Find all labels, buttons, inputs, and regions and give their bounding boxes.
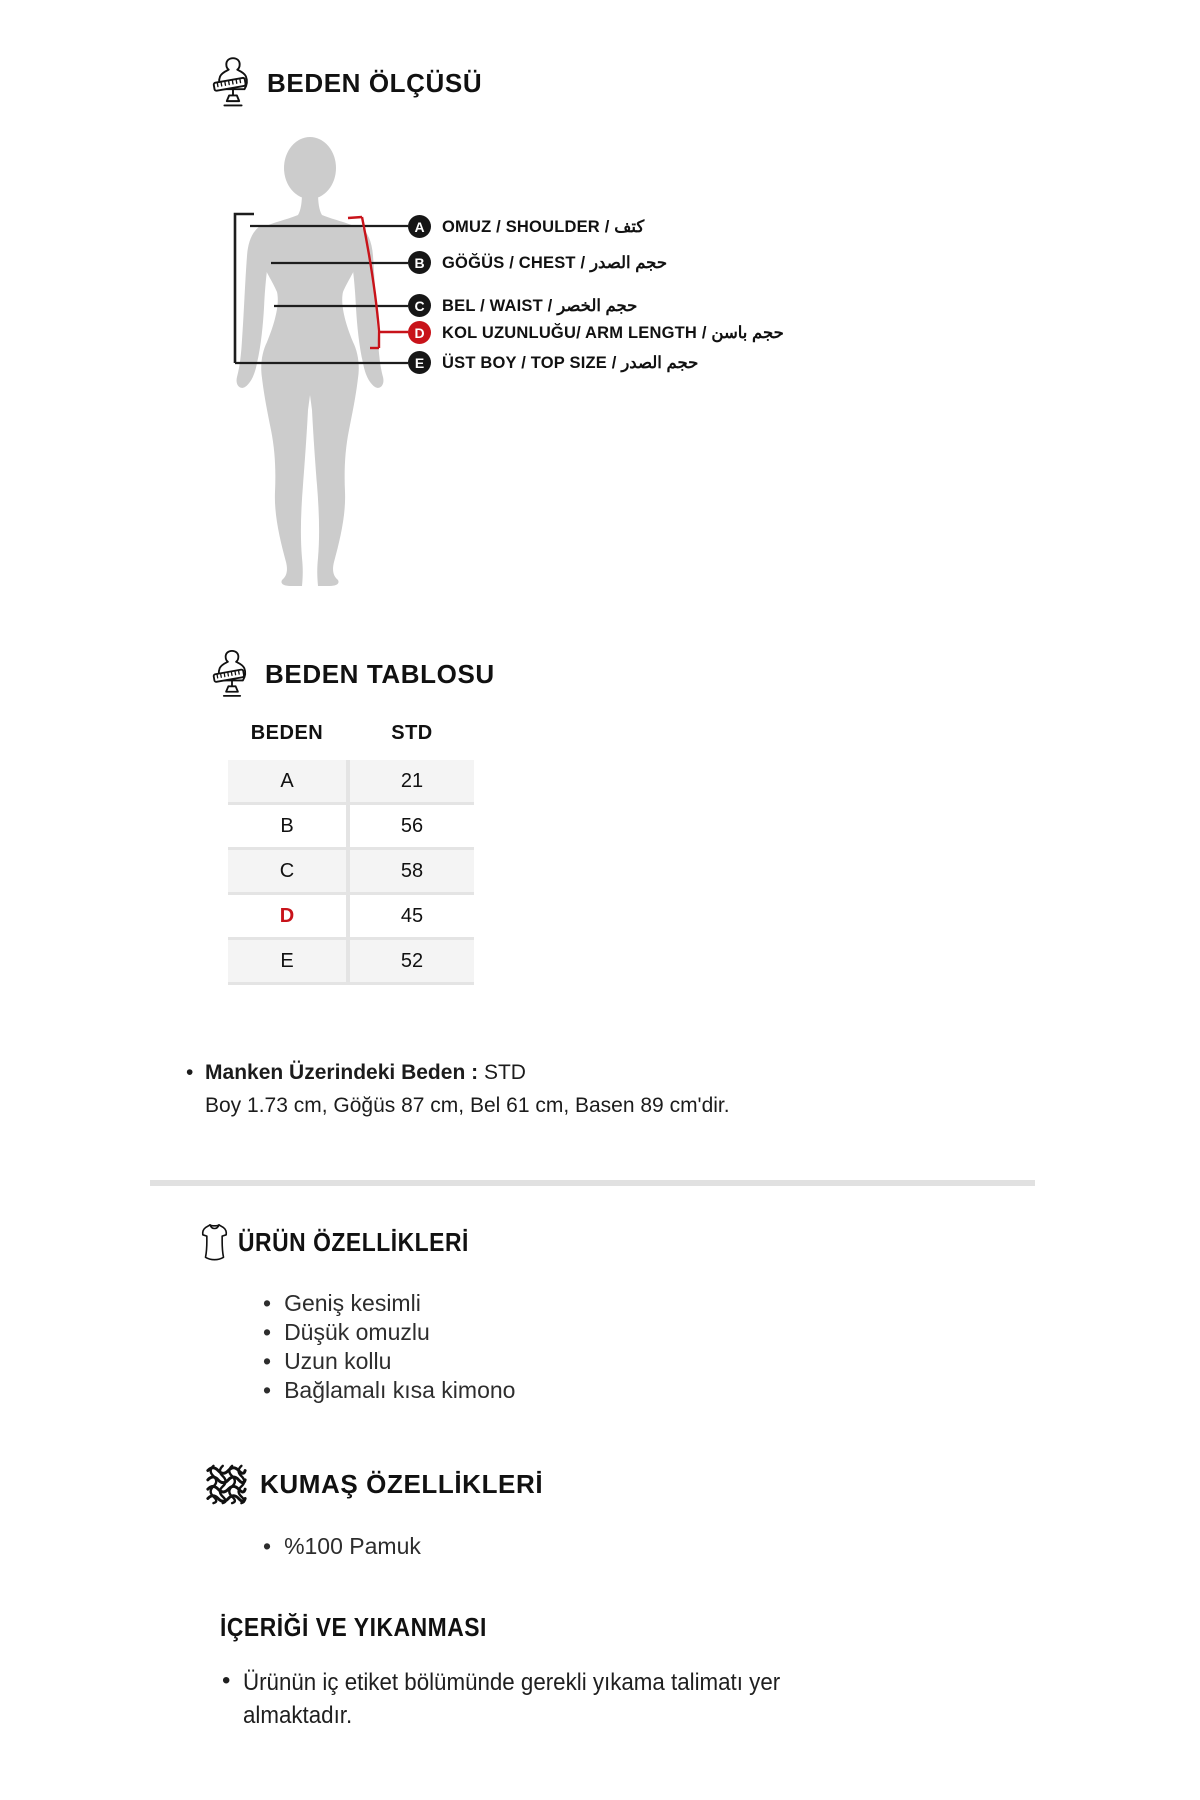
feature-item: • Bağlamalı kısa kimono [263,1377,516,1403]
measure-label-arm-length: KOL UZUNLUĞU/ ARM LENGTH / حجم باسن [442,323,784,342]
measure-label-waist: BEL / WAIST / حجم الخصر [442,296,638,315]
bullet: • [263,1377,272,1403]
measurement-diagram [150,120,1050,640]
section-divider [150,1180,1035,1186]
product-features-title: ÜRÜN ÖZELLİKLERİ [238,1226,469,1257]
model-size-value: STD [483,1061,526,1084]
measure-badge-c: C [408,294,431,317]
care-header [220,1612,523,1643]
table-cell-value-d: 45 [350,895,474,937]
measure-label-shoulder: OMUZ / SHOULDER / كتف [442,217,645,236]
table-cell-value-a: 21 [350,760,474,802]
measurement-row-arm-length [408,321,784,344]
fabric-features-title: KUMAŞ ÖZELLİKLERİ [260,1469,544,1499]
fabric-features-list [263,1532,421,1561]
feature-item: • Düşük omuzlu [263,1319,430,1345]
bullet: • [263,1348,272,1374]
fabric-weave-icon [206,1462,247,1507]
column-header-std: STD [391,722,433,744]
body-silhouette-figure [150,120,1050,640]
measure-label-top-size: ÜST BOY / TOP SIZE / حجم الصدر [442,353,699,372]
care-title: İÇERİĞİ VE YIKANMASI [220,1612,487,1642]
table-cell-key-e: E [228,940,346,982]
care-instructions [222,1666,821,1732]
table-cell-key-b: B [228,805,346,847]
measurement-row-chest [408,251,667,274]
fabric-features-header [206,1462,543,1507]
model-measurements-line: Boy 1.73 cm, Göğüs 87 cm, Bel 61 cm, Basen 89 cm'dir. [205,1094,730,1117]
bullet: • [222,1667,231,1694]
care-text: Ürünün iç etiket bölümünde gerekli yıkama talimatı yer almaktadır. [243,1669,781,1729]
size-table-body [228,760,474,985]
bullet: • [263,1319,272,1345]
dressform-tape-measure-icon [212,648,252,701]
product-features-header [201,1222,500,1262]
bullet: • [263,1290,272,1316]
table-cell-value-e: 52 [350,940,474,982]
product-features-list [263,1289,515,1405]
measurement-row-shoulder [408,215,644,238]
table-cell-key-a: A [228,760,346,802]
model-size-info [186,1056,730,1122]
measure-badge-d: D [408,321,431,344]
feature-item: • Geniş kesimli [263,1290,421,1316]
size-table-head [228,722,474,745]
column-header-beden: BEDEN [250,722,324,744]
measure-badge-b: B [408,251,431,274]
table-cell-key-c: C [228,850,346,892]
measure-badge-e: E [408,351,431,374]
measurement-row-top-size [408,351,698,374]
table-cell-value-b: 56 [350,805,474,847]
table-cell-value-c: 58 [350,850,474,892]
model-size-line: • Manken Üzerindeki Beden : STD [186,1061,526,1084]
care-item [222,1666,821,1732]
size-table-title: BEDEN TABLOSU [265,659,495,689]
size-guide-header [212,55,482,111]
table-cell-key-d: D [228,895,346,937]
bullet: • [263,1533,272,1559]
measure-badge-a: A [408,215,431,238]
fabric-item: • %100 Pamuk [263,1533,421,1559]
size-table-header [212,648,495,701]
model-size-label: Manken Üzerindeki Beden : [205,1061,479,1084]
feature-item: • Uzun kollu [263,1348,392,1374]
dressform-tape-measure-icon [212,55,254,111]
measurement-row-waist [408,294,637,317]
tshirt-icon [201,1222,228,1262]
size-guide-title: BEDEN ÖLÇÜSÜ [267,67,483,98]
size-table [228,722,474,985]
measure-label-chest: GÖĞÜS / CHEST / حجم الصدر [442,253,668,272]
